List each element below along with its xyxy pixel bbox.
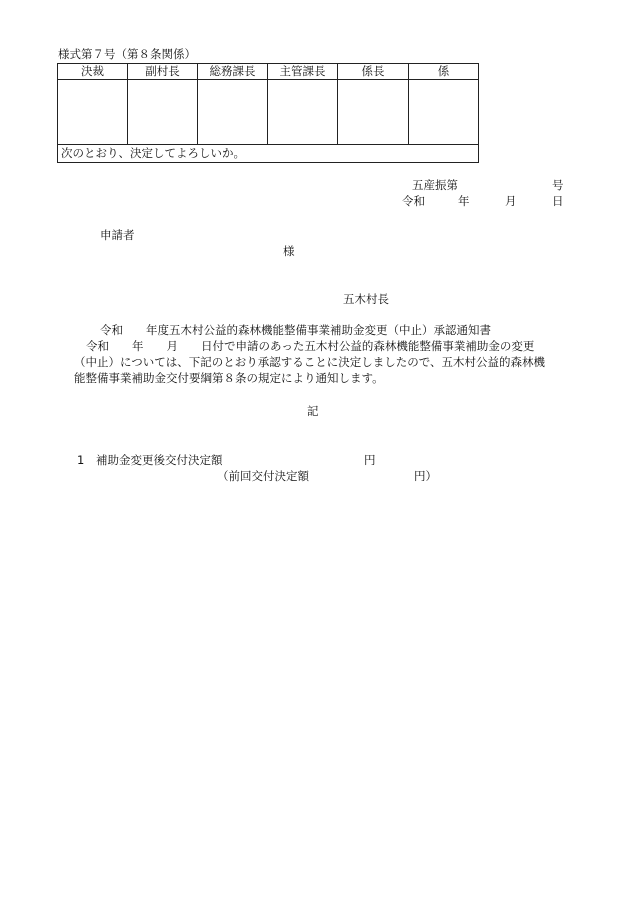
approval-header-row bbox=[58, 64, 479, 80]
doc-number-suffix: 号 bbox=[552, 178, 564, 192]
previous-amount-label: （前回交付決定額 bbox=[217, 469, 309, 483]
previous-amount-unit: 円） bbox=[414, 469, 437, 483]
date-year: 年 bbox=[458, 194, 470, 208]
item-number: 1 bbox=[77, 453, 85, 467]
body-line-3: 能整備事業補助金交付要綱第８条の規定により通知します。 bbox=[74, 371, 384, 385]
applicant-label: 申請者 bbox=[100, 228, 135, 242]
stamp-cell bbox=[58, 80, 128, 145]
approval-header-staff: 係 bbox=[409, 64, 479, 80]
ki-mark: 記 bbox=[307, 404, 319, 418]
stamp-cell bbox=[409, 80, 479, 145]
item-unit: 円 bbox=[364, 453, 376, 467]
body-line-2: （中止）については、下記のとおり承認することに決定しましたので、五木村公益的森林機 bbox=[74, 355, 546, 369]
stamp-cell bbox=[268, 80, 338, 145]
approval-stamp-row bbox=[58, 80, 479, 145]
issuer: 五木村長 bbox=[343, 292, 389, 306]
body-line-1: 令和 年 月 日付で申請のあった五木村公益的森林機能整備事業補助金の変更 bbox=[86, 339, 535, 353]
approval-note-row bbox=[58, 145, 479, 163]
stamp-cell bbox=[128, 80, 198, 145]
stamp-cell bbox=[198, 80, 268, 145]
form-number: 様式第７号（第８条関係） bbox=[58, 47, 196, 61]
approval-header-department-head: 主管課長 bbox=[268, 64, 338, 80]
approval-table bbox=[57, 63, 479, 163]
date-day: 日 bbox=[552, 194, 564, 208]
doc-number-prefix: 五産振第 bbox=[412, 178, 458, 192]
approval-header-vice-mayor: 副村長 bbox=[128, 64, 198, 80]
applicant-honorific: 様 bbox=[283, 244, 295, 258]
date-month: 月 bbox=[505, 194, 517, 208]
date-era: 令和 bbox=[402, 194, 425, 208]
approval-header-chief: 係長 bbox=[338, 64, 409, 80]
approval-note: 次のとおり、決定してよろしいか。 bbox=[58, 145, 479, 163]
approval-header-general-affairs: 総務課長 bbox=[198, 64, 268, 80]
stamp-cell bbox=[338, 80, 409, 145]
item-label: 補助金変更後交付決定額 bbox=[96, 453, 223, 467]
notice-title: 令和 年度五木村公益的森林機能整備事業補助金変更（中止）承認通知書 bbox=[100, 323, 491, 337]
approval-header-kessai: 決裁 bbox=[58, 64, 128, 80]
